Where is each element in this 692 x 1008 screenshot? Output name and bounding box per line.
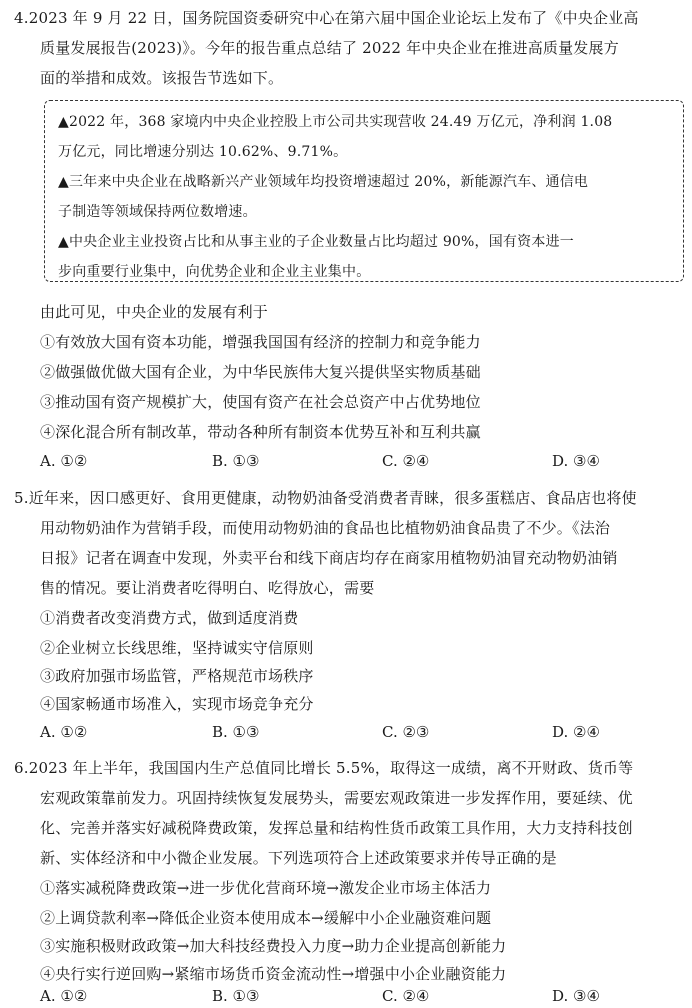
q5-stem-line-3: 日报》记者在调查中发现，外卖平台和线下商店均存在商家用植物奶油冒充动物奶油销 — [40, 549, 618, 567]
q6-stem-line-1: 6.2023 年上半年，我国国内生产总值同比增长 5.5%，取得这一成绩，离不开财政、货币等 — [14, 759, 634, 777]
q5-statement-4: ④国家畅通市场准入，实现市场竞争充分 — [40, 695, 314, 713]
excerpt-line-4: 子制造等领域保持两位数增速。 — [58, 204, 257, 220]
q5-option-d: D. ②④ — [552, 723, 600, 741]
q4-option-c: C. ②④ — [382, 452, 430, 470]
q6-stem-line-2: 宏观政策靠前发力。巩固持续恢复发展势头，需要宏观政策进一步发挥作用，要延续、优 — [40, 789, 633, 807]
q6-statement-2: ②上调贷款利率→降低企业资本使用成本→缓解中小企业融资难问题 — [40, 909, 492, 927]
q5-stem-line-4: 售的情况。要让消费者吃得明白、吃得放心，需要 — [40, 579, 375, 597]
q4-option-b: B. ①③ — [212, 452, 260, 470]
q6-option-d: D. ③④ — [552, 987, 600, 1005]
q4-lead-text: 由此可见，中央企业的发展有利于 — [40, 303, 269, 321]
q4-option-d: D. ③④ — [552, 452, 600, 470]
q5-statement-2: ②企业树立长线思维，坚持诚实守信原则 — [40, 639, 314, 657]
q5-statement-1: ①消费者改变消费方式，做到适度消费 — [40, 609, 299, 627]
q4-statement-1: ①有效放大国有资本功能，增强我国国有经济的控制力和竞争能力 — [40, 333, 481, 351]
q6-stem-line-4: 新、实体经济和中小微企业发展。下列选项符合上述政策要求并传导正确的是 — [40, 849, 557, 867]
q5-option-c: C. ②③ — [382, 723, 430, 741]
q4-statement-3: ③推动国有资产规模扩大，使国有资产在社会总资产中占优势地位 — [40, 393, 481, 411]
q6-statement-4: ④央行实行逆回购→紧缩市场货币资金流动性→增强中小企业融资能力 — [40, 965, 507, 983]
q4-statement-4: ④深化混合所有制改革，带动各种所有制资本优势互补和互利共赢 — [40, 423, 481, 441]
excerpt-line-6: 步向重要行业集中，向优势企业和企业主业集中。 — [58, 264, 371, 280]
q4-stem-line-2: 质量发展报告(2023)》。今年的报告重点总结了 2022 年中央企业在推进高质量发展方 — [40, 39, 619, 57]
q5-statement-3: ③政府加强市场监管，严格规范市场秩序 — [40, 667, 314, 685]
q4-stem-line-1: 4.2023 年 9 月 22 日，国务院国资委研究中心在第六届中国企业论坛上发布了《中央企业高 — [14, 9, 639, 27]
excerpt-line-5: ▲中央企业主业投资占比和从事主业的子企业数量占比均超过 90%，国有资本进一 — [58, 234, 574, 250]
q6-option-a: A. ①② — [40, 987, 88, 1005]
q6-statement-3: ③实施积极财政政策→加大科技经费投入力度→助力企业提高创新能力 — [40, 937, 507, 955]
q4-stem-line-3: 面的举措和成效。该报告节选如下。 — [40, 69, 284, 87]
excerpt-line-3: ▲三年来中央企业在战略新兴产业领域年均投资增速超过 20%，新能源汽车、通信电 — [58, 174, 589, 190]
excerpt-line-1: ▲2022 年，368 家境内中央企业控股上市公司共实现营收 24.49 万亿元，净利润 1.08 — [58, 114, 613, 130]
q4-option-a: A. ①② — [40, 452, 88, 470]
q5-option-b: B. ①③ — [212, 723, 260, 741]
excerpt-line-2: 万亿元，同比增速分别达 10.62%、9.71%。 — [58, 144, 348, 160]
q6-stem-line-3: 化、完善并落实好减税降费政策，发挥总量和结构性货币政策工具作用，大力支持科技创 — [40, 819, 633, 837]
q5-option-a: A. ①② — [40, 723, 88, 741]
q6-option-b: B. ①③ — [212, 987, 260, 1005]
q4-statement-2: ②做强做优做大国有企业，为中华民族伟大复兴提供坚实物质基础 — [40, 363, 481, 381]
q6-option-c: C. ②④ — [382, 987, 430, 1005]
q6-statement-1: ①落实减税降费政策→进一步优化营商环境→激发企业市场主体活力 — [40, 879, 492, 897]
q5-stem-line-1: 5.近年来，因口感更好、食用更健康，动物奶油备受消费者青睐，很多蛋糕店、食品店也将使 — [14, 489, 637, 507]
q5-stem-line-2: 用动物奶油作为营销手段，而使用动物奶油的食品也比植物奶油食品贵了不少。《法治 — [40, 519, 611, 537]
